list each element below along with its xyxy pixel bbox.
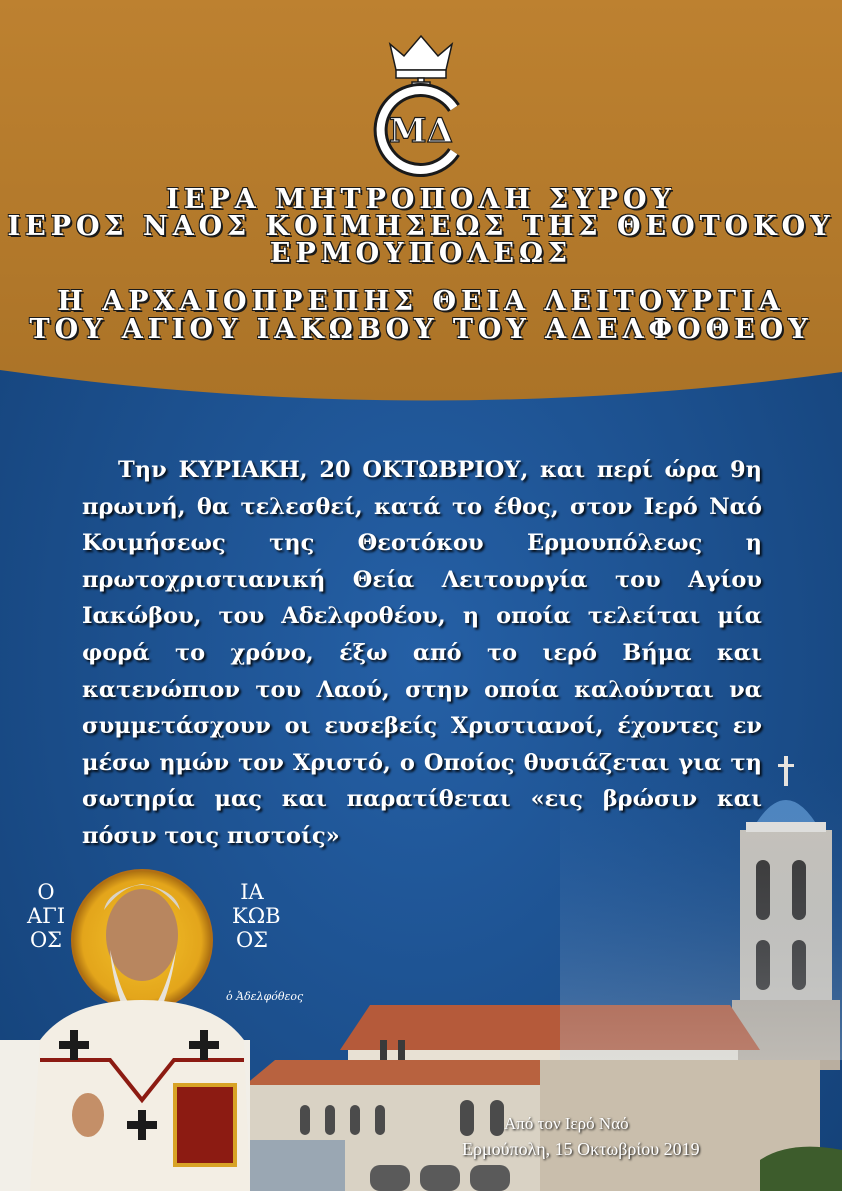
icon-inscription-left: Ο ΑΓΙ ΟΣ <box>26 880 66 952</box>
header-city: ΕΡΜΟΥΠΟΛΕΩΣ <box>269 238 573 269</box>
svg-text:ΜΔ: ΜΔ <box>388 111 454 151</box>
metropolis-emblem <box>366 30 476 180</box>
header-church: ΙΕΡΟΣ ΝΑΟΣ ΚΟΙΜΗΣΕΩΣ ΤΗΣ ΘΕΟΤΟΚΟΥ <box>7 211 835 242</box>
announcement-paragraph: Την ΚΥΡΙΑΚΗ, 20 ΟΚΤΩΒΡΙΟΥ, και περί ώρα 9η πρωινή, θα τελεσθεί, κατά το έθος, στον Ιερό Ναό Κοιμήσεως της Θεοτόκου Ερμουπόλεως η πρωτοχριστιανική Θεία Λειτουργία του Αγίου Ιακώβου, του Αδελφοθέου, η οποία τελείται μία φορά το χρόνο, έξω από το ιερό Βήμα και κατενώπιον του Λαού, στην οποία καλούνται να συμμετάσχουν οι ευσεβείς Χριστιανοί, έχοντες εν μέσω ημών τον Χριστό, ο Οποίος θυσιάζεται για τη σωτηρία μας και παρατίθεται «εις βρώσιν και πόσιν τοις πιστοίς» <box>82 457 762 849</box>
header-metropolis: ΙΕΡΑ ΜΗΤΡΟΠΟΛΗ ΣΥΡΟΥ <box>166 184 676 215</box>
signature-from: Από τον Ιερό Ναό <box>504 1114 629 1133</box>
header-title-line2: ΤΟΥ ΑΓΙΟΥ ΙΑΚΩΒΟΥ ΤΟΥ ΑΔΕΛΦΟΘΕΟΥ <box>29 314 813 345</box>
icon-inscription-right: ΙΑ ΚΩΒ ΟΣ <box>232 880 281 952</box>
icon-subtitle: ὁ Ἀδελφόθεος <box>226 990 304 1003</box>
signature-place-date: Ερμούπολη, 15 Οκτωβρίου 2019 <box>462 1139 700 1159</box>
header-title-line1: Η ΑΡΧΑΙΟΠΡΕΠΗΣ ΘΕΙΑ ΛΕΙΤΟΥΡΓΙΑ <box>57 286 785 317</box>
